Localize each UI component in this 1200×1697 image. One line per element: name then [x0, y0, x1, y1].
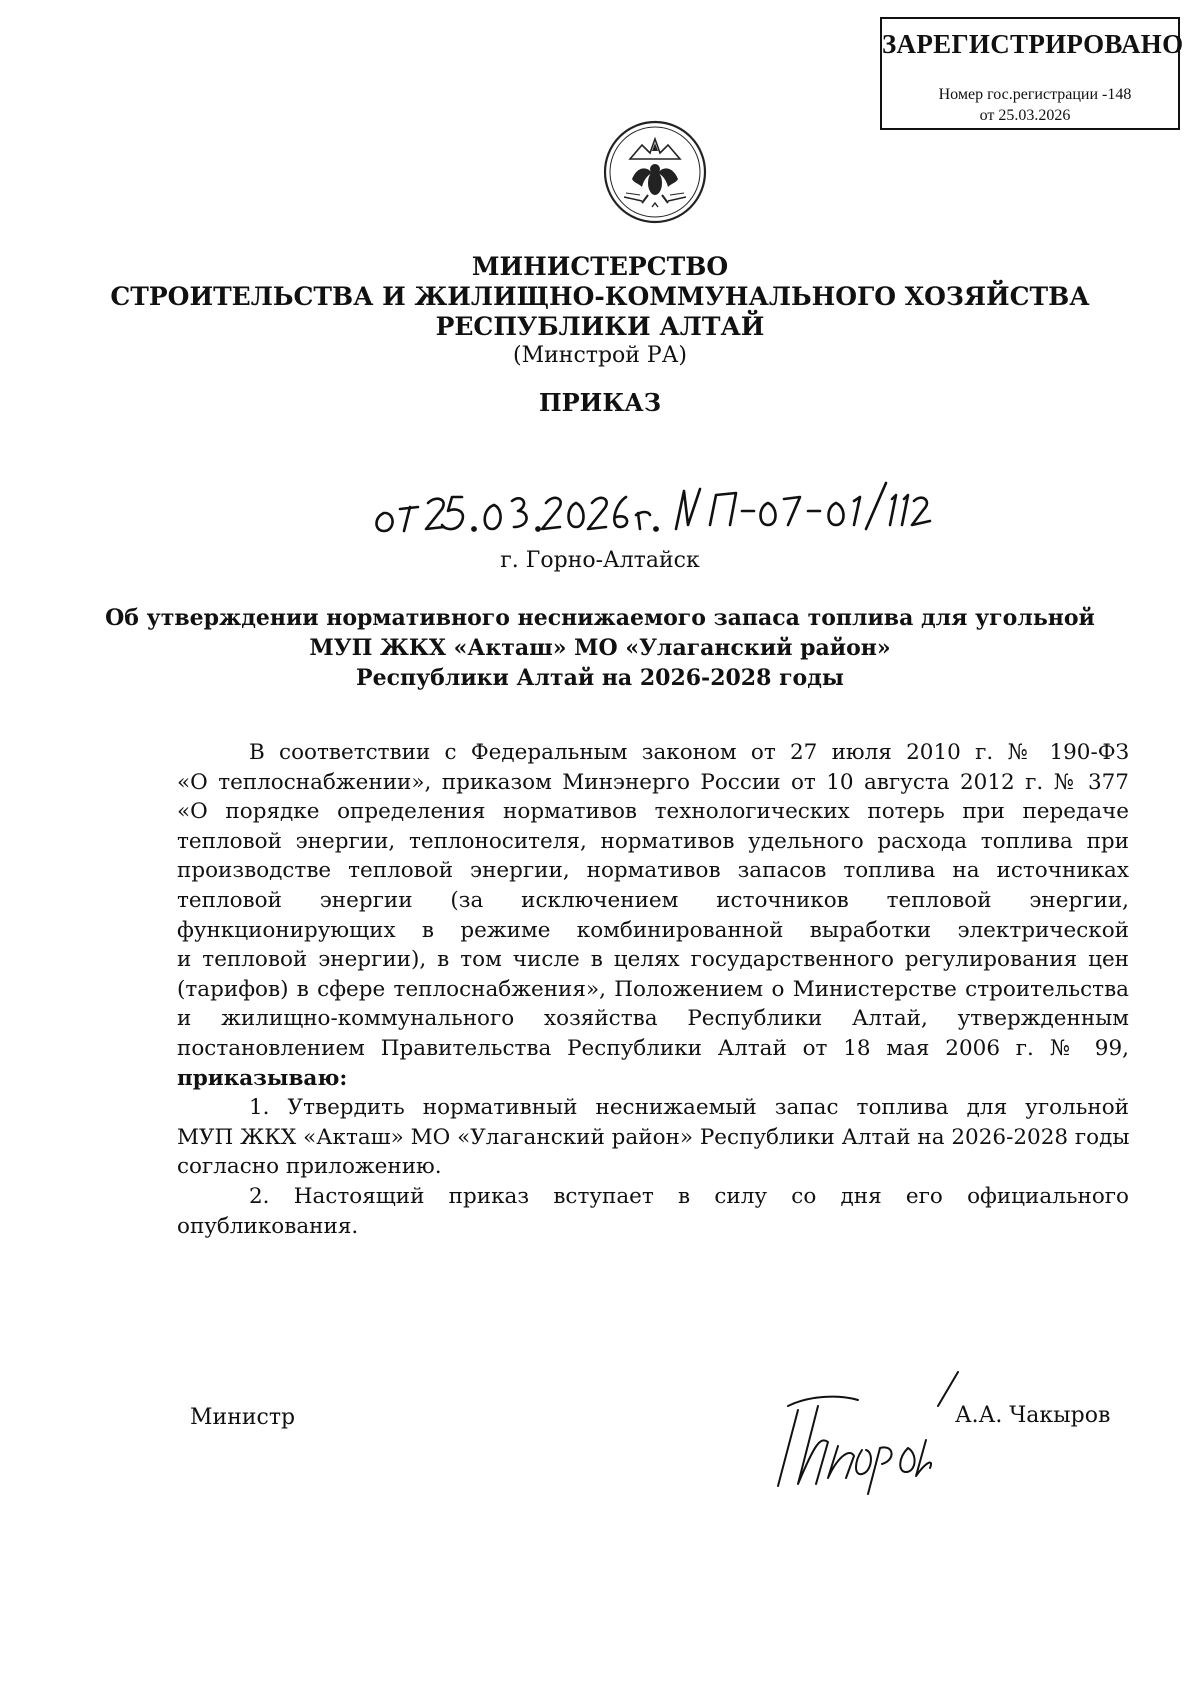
item-1-line: 1. Утвердить нормативный неснижаемый запас топлива для угольной — [249, 1095, 1129, 1121]
signatory-position: Министр — [190, 1405, 296, 1430]
body-line: тепловой энергии (за исключением источников тепловой энергии, — [177, 887, 1129, 913]
coat-of-arms-icon — [602, 117, 708, 227]
handwritten-signature — [758, 1366, 978, 1496]
body-line: (тарифов) в сфере теплоснабжения», Положением о Министерстве строительства — [177, 976, 1129, 1002]
stamp-reg-date: от 25.03.2026 — [979, 107, 1071, 124]
body-line: В соответствии с Федеральным законом от 27 июля 2010 г. № 190-ФЗ — [249, 740, 1129, 765]
stamp-reg-number: Номер гос.регистрации -148 — [938, 86, 1132, 103]
body-line: тепловой энергии, теплоносителя, нормативов удельного расхода топлива при — [177, 828, 1129, 854]
ministry-line-3: РЕСПУБЛИКИ АЛТАЙ — [435, 312, 765, 341]
ministry-line-1: МИНИСТЕРСТВО — [471, 252, 729, 281]
signatory-name: А.А. Чакыров — [955, 1403, 1111, 1428]
body-line: «О теплоснабжении», приказом Минэнерго России от 10 августа 2012 г. № 377 — [177, 769, 1129, 795]
handwritten-date-number — [370, 475, 950, 555]
body-line: производстве тепловой энергии, нормативов запасов топлива на источниках — [177, 858, 1129, 884]
document-type: ПРИКАЗ — [538, 388, 662, 417]
body-line: функционирующих в режиме комбинированной выработки электрической — [177, 917, 1129, 943]
item-1-line: согласно приложению. — [177, 1154, 442, 1180]
item-2-line: опубликования. — [177, 1213, 359, 1239]
body-line: «О порядке определения нормативов технологических потерь при передаче — [177, 799, 1129, 825]
title-line-3: Республики Алтай на 2026-2028 годы — [356, 665, 844, 691]
body-preamble — [177, 738, 1129, 1241]
stamp-title: ЗАРЕГИСТРИРОВАНО — [882, 29, 1184, 59]
item-1-line: МУП ЖКХ «Акташ» МО «Улаганский район» Республики Алтай на 2026-2028 годы — [177, 1124, 1130, 1150]
body-line: и тепловой энергии), в том числе в целях государственного регулирования цен — [177, 947, 1129, 973]
order-word: приказываю: — [177, 1065, 348, 1091]
city: г. Горно-Алтайск — [500, 548, 700, 573]
item-2-line: 2. Настоящий приказ вступает в силу со дня его официального — [249, 1183, 1129, 1209]
title-line-2: МУП ЖКХ «Акташ» МО «Улаганский район» — [309, 635, 891, 661]
ministry-short-name: (Минстрой РА) — [513, 343, 687, 368]
body-line: постановлением Правительства Республики Алтай от 18 мая 2006 г. № 99, — [177, 1035, 1129, 1061]
ministry-line-2: СТРОИТЕЛЬСТВА И ЖИЛИЩНО-КОММУНАЛЬНОГО ХОЗЯЙСТВА — [110, 282, 1090, 311]
title-line-1: Об утверждении нормативного неснижаемого запаса топлива для угольной — [105, 605, 1095, 631]
body-line: и жилищно-коммунального хозяйства Республики Алтай, утвержденным — [177, 1006, 1129, 1032]
registration-stamp — [880, 17, 1184, 130]
